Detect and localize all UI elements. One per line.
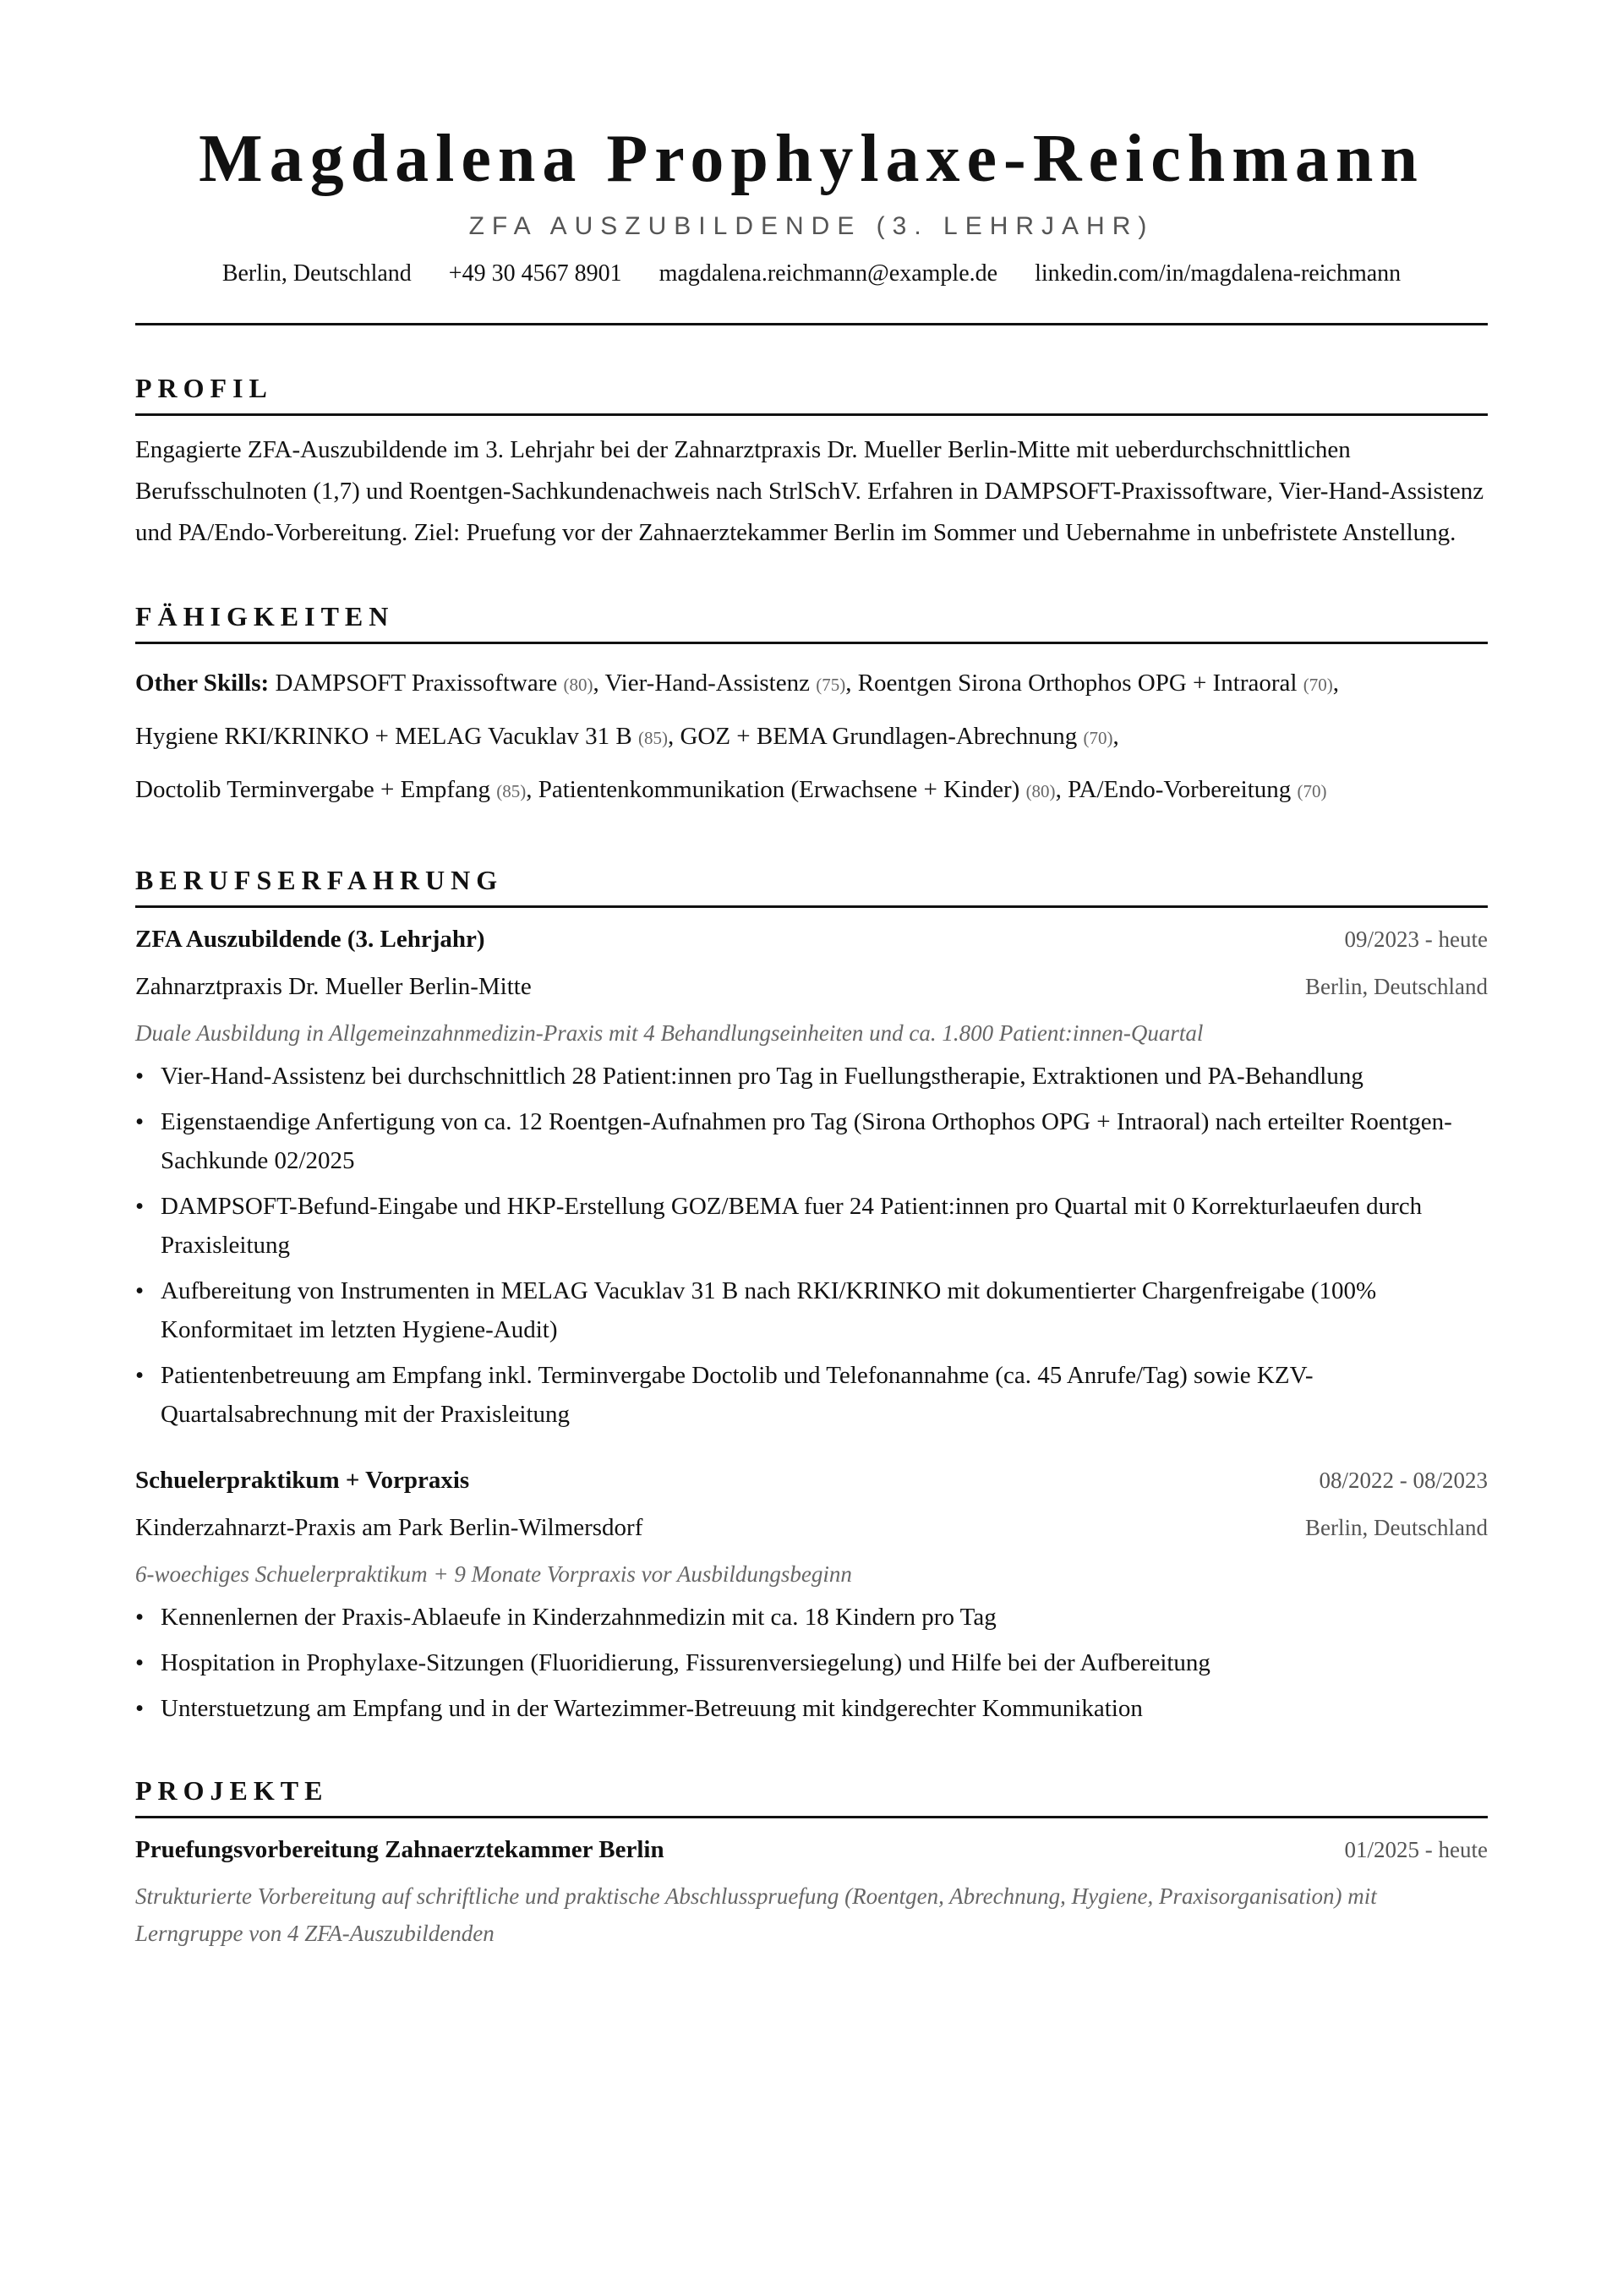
bullet-item: • Kennenlernen der Praxis-Ablaeufe in Kinderzahnmedizin mit ca. 18 Kindern pro Tag bbox=[135, 1604, 997, 1631]
bullet-item: • Unterstuetzung am Empfang und in der Wartezimmer-Betreuung mit kindgerechter Kommunikation bbox=[135, 1695, 1143, 1722]
section-title-projects: PROJEKTE bbox=[135, 1774, 1488, 1818]
skill-level: (85) bbox=[637, 728, 668, 748]
job-date: 08/2022 - 08/2023 bbox=[1319, 1468, 1488, 1493]
experience-section bbox=[135, 863, 1488, 1728]
section-title-profile: PROFIL bbox=[135, 371, 1488, 416]
skill-level: (80) bbox=[563, 675, 593, 695]
skill-item: DAMPSOFT Praxissoftware (80), bbox=[275, 670, 599, 697]
skill-level: (70) bbox=[1303, 675, 1333, 695]
bullet-item: • Eigenstaendige Anfertigung von ca. 12 Roentgen-Aufnahmen pro Tag (Sirona Orthophos OPG + Intraoral) nach erteilter Roentgen-Sachkunde 02/2025 bbox=[135, 1108, 1452, 1174]
candidate-name: Magdalena Prophylaxe-Reichmann bbox=[199, 122, 1424, 196]
job-location: Berlin, Deutschland bbox=[1305, 974, 1488, 999]
bullet-item: • Aufbereitung von Instrumenten in MELAG Vacuklav 31 B nach RKI/KRINKO mit dokumentierter Chargenfreigabe (100% Konformitaet im letzten Hygiene-Audit) bbox=[135, 1277, 1377, 1343]
skill-level: (80) bbox=[1025, 781, 1056, 801]
bullet-item: • Patientenbetreuung am Empfang inkl. Terminvergabe Doctolib und Telefonannahme (ca. 45 Anrufe/Tag) sowie KZV-Quartalsabrechnung mit der Praxisleitung bbox=[135, 1362, 1314, 1428]
employer-name: Kinderzahnarzt-Praxis am Park Berlin-Wilmersdorf bbox=[135, 1514, 643, 1541]
bullet-item: • Vier-Hand-Assistenz bei durchschnittlich 28 Patient:innen pro Tag in Fuellungstherapie, Extraktionen und PA-Behandlung bbox=[135, 1063, 1363, 1090]
experience-entry bbox=[135, 1462, 1488, 1728]
skill-level: (75) bbox=[816, 675, 846, 695]
skills-list bbox=[135, 658, 1488, 817]
skill-level: (70) bbox=[1297, 781, 1327, 801]
skill-item: Doctolib Terminvergabe + Empfang (85), bbox=[135, 776, 533, 803]
skill-level: (70) bbox=[1083, 728, 1113, 748]
experience-entry bbox=[135, 921, 1488, 1434]
job-location: Berlin, Deutschland bbox=[1305, 1515, 1488, 1540]
skill-item: Roentgen Sirona Orthophos OPG + Intraoral (70), bbox=[857, 670, 1339, 697]
contact-location: Berlin, Deutschland bbox=[221, 260, 412, 287]
contact-line bbox=[135, 259, 1488, 289]
skill-item: Vier-Hand-Assistenz (75), bbox=[604, 670, 852, 697]
job-bullets bbox=[135, 1598, 1488, 1728]
job-description: 6-woechiges Schuelerpraktikum + 9 Monate Vorpraxis vor Ausbildungsbeginn bbox=[135, 1561, 852, 1587]
contact-phone[interactable]: +49 30 4567 8901 bbox=[448, 260, 622, 287]
job-title: Schuelerpraktikum + Vorpraxis bbox=[135, 1467, 470, 1494]
candidate-title: ZFA AUSZUBILDENDE (3. LEHRJAHR) bbox=[468, 212, 1155, 240]
job-date: 09/2023 - heute bbox=[1344, 927, 1488, 952]
contact-linkedin[interactable]: linkedin.com/in/magdalena-reichmann bbox=[1035, 260, 1402, 287]
skill-level: (85) bbox=[496, 781, 527, 801]
skills-section bbox=[135, 599, 1488, 817]
employer-name: Zahnarztpraxis Dr. Mueller Berlin-Mitte bbox=[135, 973, 532, 1000]
project-title: Pruefungsvorbereitung Zahnaerztekammer Berlin bbox=[135, 1836, 664, 1863]
contact-email[interactable]: magdalena.reichmann@example.de bbox=[658, 260, 998, 287]
skills-label: Other Skills: bbox=[135, 670, 270, 697]
resume-header bbox=[135, 0, 1488, 325]
job-description: Duale Ausbildung in Allgemeinzahnmedizin-Praxis mit 4 Behandlungseinheiten und ca. 1.800 Patient:innen-Quartal bbox=[135, 1020, 1204, 1046]
project-description: Strukturierte Vorbereitung auf schriftliche und praktische Abschlusspruefung (Roentgen, Abrechnung, Hygiene, Praxisorganisation) mit Lerngruppe von 4 ZFA-Auszubildenden bbox=[135, 1883, 1377, 1946]
job-bullets bbox=[135, 1057, 1488, 1434]
section-title-skills: FÄHIGKEITEN bbox=[135, 599, 1488, 644]
projects-section bbox=[135, 1774, 1488, 1952]
profile-summary: Engagierte ZFA-Auszubildende im 3. Lehrjahr bei der Zahnarztpraxis Dr. Mueller Berlin-Mitte mit ueberdurchschnittlichen Berufsschulnoten (1,7) und Roentgen-Sachkundenachweis nach StrlSchV. Erfahren in DAMPSOFT-Praxissoftware, Vier-Hand-Assistenz und PA/Endo-Vorbereitung. Ziel: Pruefung vor der Zahnaerztekammer Berlin im Sommer und Uebernahme in unbefristete Anstellung. bbox=[135, 436, 1484, 546]
skill-item: PA/Endo-Vorbereitung (70) bbox=[1068, 776, 1327, 803]
profile-section bbox=[135, 371, 1488, 554]
project-date: 01/2025 - heute bbox=[1344, 1837, 1488, 1862]
section-title-experience: BERUFSERFAHRUNG bbox=[135, 863, 1488, 908]
project-entry bbox=[135, 1832, 1488, 1952]
bullet-item: • Hospitation in Prophylaxe-Sitzungen (Fluoridierung, Fissurenversiegelung) und Hilfe bei der Aufbereitung bbox=[135, 1649, 1210, 1676]
header-divider bbox=[135, 323, 1488, 325]
skill-item: Patientenkommunikation (Erwachsene + Kinder) (80), bbox=[538, 776, 1062, 803]
job-title: ZFA Auszubildende (3. Lehrjahr) bbox=[135, 926, 485, 953]
skill-item: Hygiene RKI/KRINKO + MELAG Vacuklav 31 B (85), bbox=[135, 723, 675, 750]
skill-item: GOZ + BEMA Grundlagen-Abrechnung (70), bbox=[680, 723, 1119, 750]
bullet-item: • DAMPSOFT-Befund-Eingabe und HKP-Erstellung GOZ/BEMA fuer 24 Patient:innen pro Quartal mit 0 Korrekturlaeufen durch Praxisleitung bbox=[135, 1193, 1423, 1259]
